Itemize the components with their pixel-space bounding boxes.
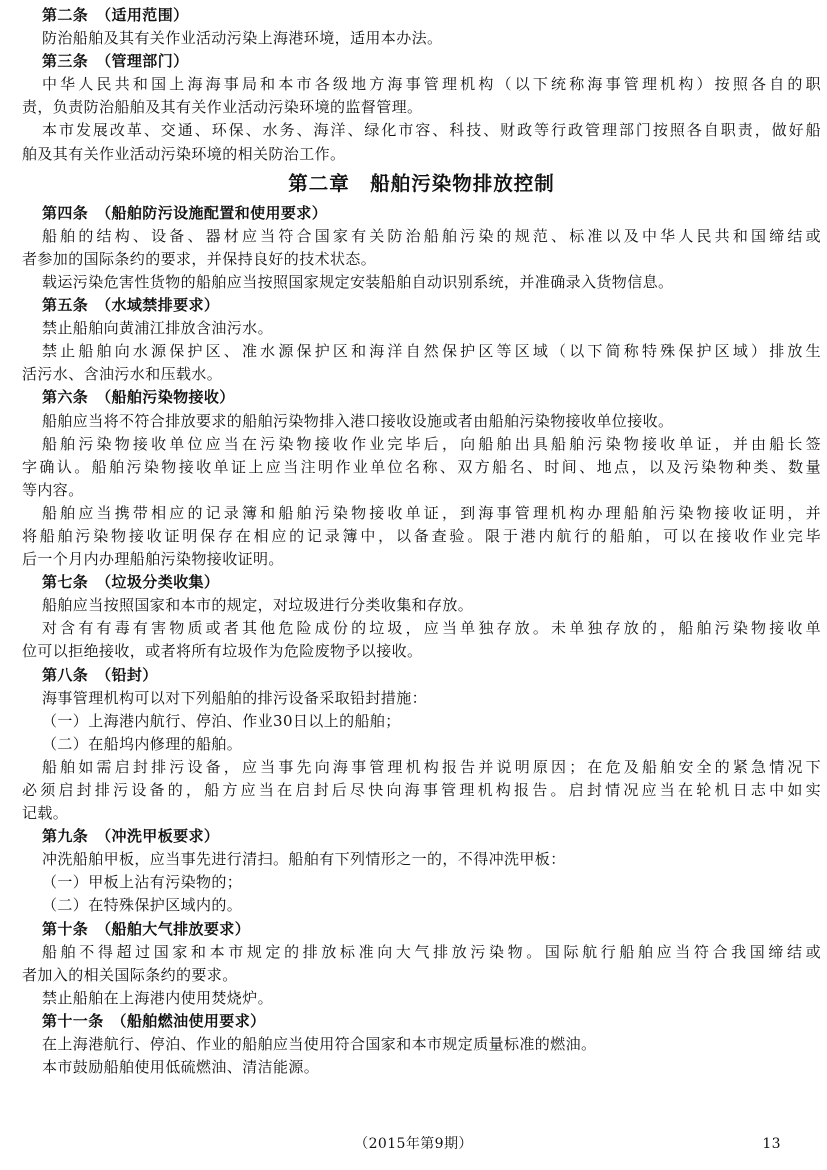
text-line: 必须启封排污设备的，船方应当在启封后尽快向海事管理机构报告。启封情况应当在轮机日志中如实 xyxy=(22,781,821,799)
text-line: 防治船舶及其有关作业活动污染上海港环境，适用本办法。 xyxy=(42,29,443,48)
article-heading: 第六条 （船舶污染物接收） xyxy=(42,388,235,407)
document-body xyxy=(22,4,821,1079)
text-line: 船舶应当按照国家和本市的规定，对垃圾进行分类收集和存放。 xyxy=(42,596,474,615)
article-heading: 第四条 （船舶防污设施配置和使用要求） xyxy=(42,203,328,222)
chapter-heading: 第二章 船舶污染物排放控制 xyxy=(288,171,555,195)
text-line: 将船舶污染物接收证明保存在相应的记录簿中，以备查验。限于港内航行的船舶，可以在接收作业完毕 xyxy=(22,526,821,545)
text-line: 等内容。 xyxy=(22,480,84,499)
issue-label: （2015年第9期） xyxy=(354,1136,473,1152)
article-heading: 第九条 （冲洗甲板要求） xyxy=(42,827,220,846)
text-line: 禁止船舶向黄浦江排放含油污水。 xyxy=(42,319,274,338)
text-line: 船舶应当将不符合排放要求的船舶污染物排入港口接收设施或者由船舶污染物接收单位接收。 xyxy=(42,411,674,430)
text-line: 位可以拒绝接收，或者将所有垃圾作为危险废物予以接收。 xyxy=(22,642,423,661)
text-line: 本市鼓励船舶使用低硫燃油、清洁能源。 xyxy=(42,1058,320,1077)
article-heading: 第十一条 （船舶燃油使用要求） xyxy=(42,1011,266,1030)
text-line: 船舶污染物接收单位应当在污染物接收作业完毕后，向船舶出具船舶污染物接收单证，并由船长签 xyxy=(42,434,821,453)
article-heading: 第七条 （垃圾分类收集） xyxy=(42,573,220,592)
text-line: 对含有有毒有害物质或者其他危险成份的垃圾，应当单独存放。未单独存放的，船舶污染物接收单 xyxy=(42,619,821,638)
article-heading: 第三条 （管理部门） xyxy=(42,52,189,71)
article-heading: 第二条 （适用范围） xyxy=(42,6,189,24)
text-line: 船舶的结构、设备、器材应当符合国家有关防治船舶污染的规范、标准以及中华人民共和国缔结或 xyxy=(42,226,821,245)
text-line: 记载。 xyxy=(22,804,69,823)
text-line: 者参加的国际条约的要求，并保持良好的技术状态。 xyxy=(22,249,377,268)
text-line: 船舶应当携带相应的记录簿和船舶污染物接收单证，到海事管理机构办理船舶污染物接收证明，并 xyxy=(42,503,821,522)
text-line: 载运污染危害性货物的船舶应当按照国家规定安装船舶自动识别系统，并准确录入货物信息。 xyxy=(42,272,674,291)
text-line: 海事管理机构可以对下列船舶的排污设备采取铅封措施： xyxy=(42,688,428,707)
text-line: （一）甲板上沾有污染物的； xyxy=(42,873,243,892)
text-line: 冲洗船舶甲板，应当事先进行清扫。船舶有下列情形之一的，不得冲洗甲板： xyxy=(42,850,566,869)
text-line: 字确认。船舶污染物接收单证上应当注明作业单位名称、双方船名、时间、地点，以及污染物种类、数量 xyxy=(22,457,821,476)
text-line: 船舶如需启封排污设备，应当事先向海事管理机构报告并说明原因；在危及船舶安全的紧急情况下 xyxy=(42,757,821,776)
text-line: 禁止船舶向水源保护区、准水源保护区和海洋自然保护区等区域（以下简称特殊保护区域）排放生 xyxy=(42,342,821,361)
article-heading: 第五条 （水域禁排要求） xyxy=(42,296,220,315)
text-line: 责，负责防治船舶及其有关作业活动污染环境的监督管理。 xyxy=(22,98,423,117)
text-line: （二）在特殊保护区域内的。 xyxy=(42,896,243,915)
article-heading: 第八条 （铅封） xyxy=(42,665,158,684)
text-line: （一）上海港内航行、停泊、作业30日以上的船舶； xyxy=(42,711,401,730)
page-number: 13 xyxy=(762,1136,781,1152)
text-line: 本市发展改革、交通、环保、水务、海洋、绿化市容、科技、财政等行政管理部门按照各自职责，做好船 xyxy=(42,121,821,140)
text-line: 者加入的相关国际条约的要求。 xyxy=(22,965,238,984)
text-line: 在上海港航行、停泊、作业的船舶应当使用符合国家和本市规定质量标准的燃油。 xyxy=(42,1035,597,1054)
text-line: 活污水、含油污水和压载水。 xyxy=(22,365,223,384)
text-line: （二）在船坞内修理的船舶。 xyxy=(42,734,243,753)
text-line: 船舶不得超过国家和本市规定的排放标准向大气排放污染物。国际航行船舶应当符合我国缔结或 xyxy=(42,942,821,961)
text-line: 后一个月内办理船舶污染物接收证明。 xyxy=(22,550,284,569)
text-line: 禁止船舶在上海港内使用焚烧炉。 xyxy=(42,988,274,1007)
text-line: 中华人民共和国上海海事局和本市各级地方海事管理机构（以下统称海事管理机构）按照各自的职 xyxy=(42,75,821,94)
article-heading: 第十条 （船舶大气排放要求） xyxy=(42,919,251,938)
page-footer xyxy=(0,1134,827,1154)
text-line: 舶及其有关作业活动污染环境的相关防治工作。 xyxy=(22,144,346,163)
